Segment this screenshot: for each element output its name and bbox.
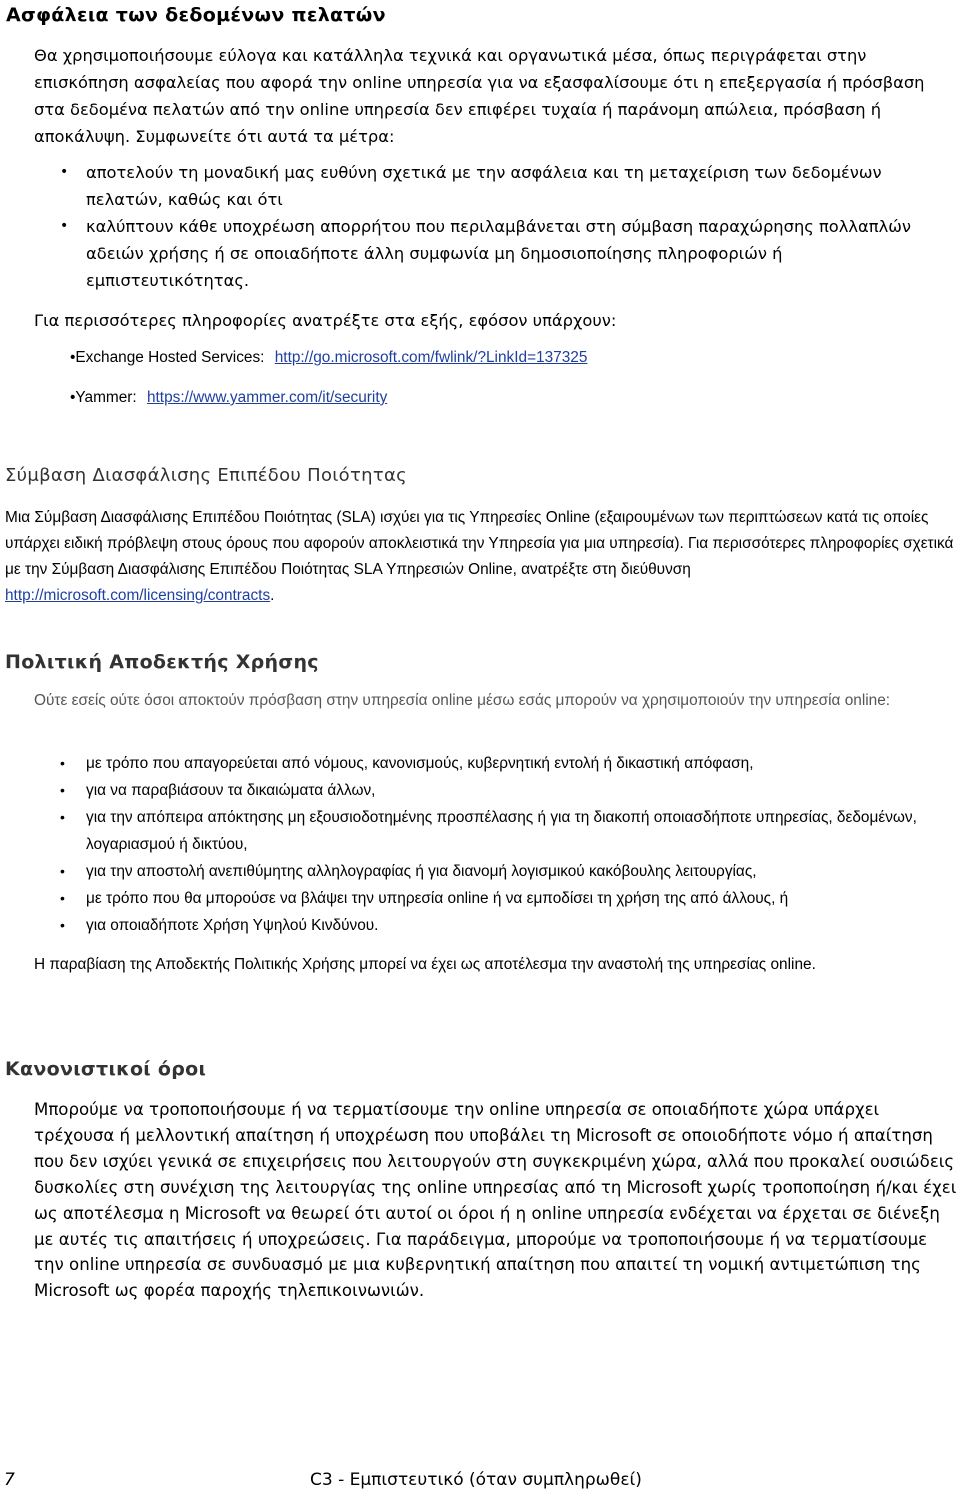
- aup-bullet-list: [38, 750, 918, 939]
- list-item: • αποτελούν τη μοναδική μας ευθύνη σχετικά με την ασφάλεια και τη μεταχείριση των δεδομένων πελατών, καθώς και ότι: [38, 159, 928, 213]
- regulatory-text: Μπορούμε να τροποποιήσουμε ή να τερματίσουμε την online υπηρεσία σε οποιαδήποτε χώρα υπάρχει τρέχουσα ή μελλοντική απαίτηση ή υποχρέωση που υποβάλει τη Microsoft σε οποιοδήποτε νόμο ή απαίτηση που δεν ισχύει γενικά σε επιχειρήσεις που λειτουργούν στη συγκεκριμένη χώρα, αλλά που προκαλεί ουσιώδεις δυσκολίες στη συνέχιση της λειτουργίας της online υπηρεσίας από τη Microsoft χωρίς τροποποίηση ή/και έχει ως αποτέλεσμα η Microsoft να θεωρεί ότι αυτοί οι όροι ή η online υπηρεσία ενδέχεται να έρχεται σε διένεξη με αυτές τις απαιτήσεις ή υποχρεώσεις. Για παράδειγμα, μπορούμε να τροποποιήσουμε ή να τερματίσουμε την online υπηρεσία σε συνδυασμό με μια κυβερνητική απαίτηση που απαιτεί τη νομική αντιμετώπιση της Microsoft ως φορέα παροχής τηλεπικοινωνιών.: [34, 1100, 957, 1301]
- security-links-list: [70, 345, 870, 411]
- more-info-text: Για περισσότερες πληροφορίες ανατρέξτε στα εξής, εφόσον υπάρχουν:: [34, 311, 617, 330]
- bullet: •: [70, 349, 76, 366]
- section-title-security: Ασφάλεια των δεδομένων πελατών: [6, 4, 386, 26]
- section-title-aup: Πολιτική Αποδεκτής Χρήσης: [5, 651, 319, 673]
- page-number: 7: [4, 1470, 15, 1490]
- yammer-link[interactable]: https://www.yammer.com/it/security: [146, 389, 388, 406]
- section-title-sla: Σύμβαση Διασφάλισης Επιπέδου Ποιότητας: [5, 465, 407, 486]
- list-item: • καλύπτουν κάθε υποχρέωση απορρήτου που περιλαμβάνεται στη σύμβαση παραχώρησης πολλαπλών αδειών χρήσης ή σε οποιαδήποτε άλλη συμφωνία μη δημοσιοποίησης πληροφοριών ή εμπιστευτικότητας.: [38, 213, 928, 294]
- bullet: •: [70, 389, 76, 406]
- list-item: • για την απόπειρα απόκτησης μη εξουσιοδοτημένης προσπέλασης ή για τη διακοπή οποιασδήποτε υπηρεσίας, δεδομένων, λογαριασμού ή δικτύου,: [38, 804, 918, 858]
- classification-label: C3 - Εμπιστευτικό (όταν συμπληρωθεί): [310, 1470, 642, 1490]
- sla-period: .: [270, 587, 275, 604]
- link-label: Yammer:: [75, 389, 137, 406]
- aup-intro: Ούτε εσείς ούτε όσοι αποκτούν πρόσβαση στην υπηρεσία online μέσω εσάς μπορούν να χρησιμοποιούν την υπηρεσία online:: [34, 692, 891, 709]
- contracts-link[interactable]: http://microsoft.com/licensing/contracts: [5, 587, 271, 604]
- list-item: [70, 385, 870, 411]
- list-item: • με τρόπο που απαγορεύεται από νόμους, κανονισμούς, κυβερνητική εντολή ή δικαστική απόφαση,: [38, 750, 918, 777]
- sla-text: [5, 505, 955, 609]
- security-bullet-list: [38, 159, 928, 294]
- sla-paragraph: Μια Σύμβαση Διασφάλισης Επιπέδου Ποιότητας (SLA) ισχύει για τις Υπηρεσίες Online (εξαιρουμένων των περιπτώσεων κατά τις οποίες υπάρχει ειδική πρόβλεψη στους όρους που αφορούν αποκλειστικά την Υπηρεσία για μια υπηρεσία). Για περισσότερες πληροφορίες σχετικά με την Σύμβαση Διασφάλισης Επιπέδου Ποιότητας SLA Υπηρεσιών Online, ανατρέξτε στη διεύθυνση: [5, 509, 954, 578]
- aup-outro: Η παραβίαση της Αποδεκτής Πολιτικής Χρήσης μπορεί να έχει ως αποτέλεσμα την αναστολή της υπηρεσίας online.: [34, 956, 816, 973]
- security-intro: Θα χρησιμοποιήσουμε εύλογα και κατάλληλα τεχνικά και οργανωτικά μέσα, όπως περιγράφεται στην επισκόπηση ασφαλείας που αφορά την online υπηρεσία για να εξασφαλίσουμε ότι η επεξεργασία ή πρόσβαση στα δεδομένα πελατών από την online υπηρεσία δεν επιφέρει τυχαία ή παράνομη απώλεια, πρόσβαση ή αποκάλυψη. Συμφωνείτε ότι αυτά τα μέτρα:: [34, 46, 925, 146]
- exchange-link[interactable]: http://go.microsoft.com/fwlink/?LinkId=137325: [274, 349, 588, 366]
- list-item: • για να παραβιάσουν τα δικαιώματα άλλων,: [38, 777, 918, 804]
- list-item: • με τρόπο που θα μπορούσε να βλάψει την υπηρεσία online ή να εμποδίσει τη χρήση της από άλλους, ή: [38, 885, 918, 912]
- page-footer: [0, 1468, 960, 1496]
- link-label: Exchange Hosted Services:: [75, 349, 265, 366]
- list-item: • για την αποστολή ανεπιθύμητης αλληλογραφίας ή για διανομή λογισμικού κακόβουλης λειτουργίας,: [38, 858, 918, 885]
- section-title-regulatory: Κανονιστικοί όροι: [5, 1058, 207, 1080]
- list-item: [70, 345, 870, 371]
- list-item: • για οποιαδήποτε Χρήση Υψηλού Κινδύνου.: [38, 912, 918, 939]
